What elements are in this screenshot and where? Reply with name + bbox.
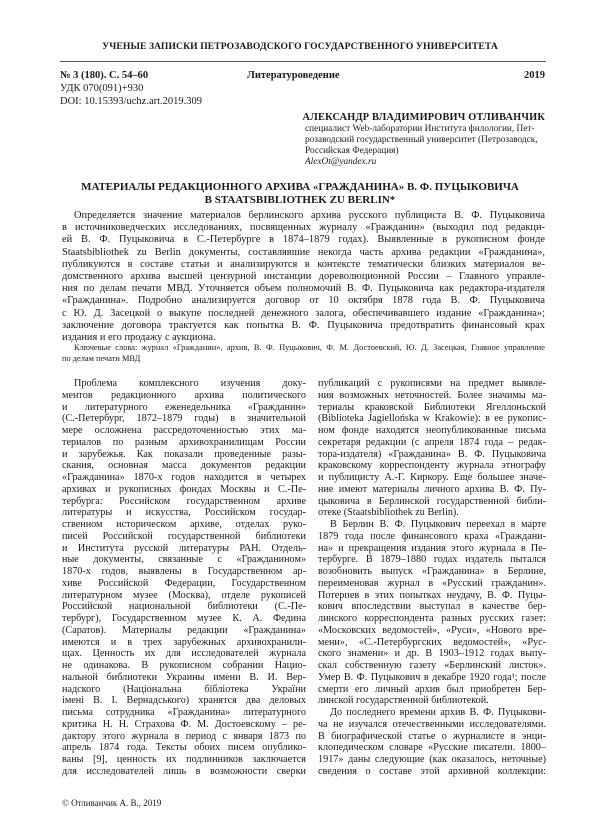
journal-title: УЧЕНЫЕ ЗАПИСКИ ПЕТРОЗАВОДСКОГО ГОСУДАРСТВЕННОГО УНИВЕРСИТЕТА [102,41,498,52]
title-line: В STAATSBIBLIOTHEK ZU BERLIN* [204,193,396,206]
keywords-line: Ключевые слова: журнал «Гражданин», архив, В. Ф. Пуцыкович, Ф. М. Достоевский, Ю. Д. Засецкая, Главное управление [74,343,545,352]
body-text-line: клопедическом словаре «Русские писатели. 1800– [318,742,546,754]
body-text-line: 1879 года после финансового краха «Граждани- [318,530,546,542]
keywords [62,343,545,364]
abstract-line: заключение договора трактуется как попытка В. Ф. Пуцыковича предотвратить финансовый крах [62,319,545,331]
body-text-line: тербурге. В 1879–1880 годах издатель пытался [318,554,546,566]
abstract-line: ей В. Ф. Пуцыковича в С.-Петербурге в 1874–1879 годах). Выявленные в рукописном фонде [62,234,545,246]
body-text-line: архивах и рукописных фондах Москвы и С.-Пе- [62,483,306,495]
abstract-line: в источниковедческих исследованиях, посвященных журналу «Гражданин» (выходил под редакци- [62,222,545,234]
body-text-line: цыковича в Берлинской государственной библи- [318,495,546,507]
body-text-line: скал собственную газету «Берлинский листок». [318,660,546,671]
body-text-line: (Саратов). Материалы редакции «Гражданина» [62,624,306,636]
body-text-line: ния возможных неточностей. Более значимы ма- [318,389,546,401]
body-text-line: Российской национальной библиотеки (С.-Пе- [62,601,306,613]
body-text-line: апрель 1874 года. Тексты обоих писем опублико- [62,742,306,754]
body-text-line: Проблема комплексного изучения доку- [74,378,306,389]
body-text-line: имеются и в трех зарубежных архивохранили- [62,636,306,648]
body-text-line: ном фонде находятся неопубликованные письма [318,425,546,436]
body-text-line: литературы и искусства, Российском государ- [62,507,306,519]
body-text-line: краковскому корреспонденту журнала этнографу [318,460,546,472]
title-line: МАТЕРИАЛЫ РЕДАКЦИОННОГО АРХИВА «ГРАЖДАНИНА» В. Ф. ПУЦЫКОВИЧА [81,181,519,193]
body-text-line: дактору этого журнала в период с января 1873 по [62,730,306,742]
abstract-line: издания и его продажу с аукциона. [62,332,216,344]
body-text-line: ственном историческом архиве, отделах руко- [62,519,306,530]
body-text-line: для исследователей лишь в возможности сверки [62,765,306,777]
header-rule [60,61,546,62]
affiliation-line: специалист Web-лаборатории Института филологии, Пет- [305,124,535,134]
body-text-line: ского знамени» и др. В 1903–1912 годах выпу- [318,648,546,660]
body-text-line: (Biblioteka Jagiellońska w Krakowie): в ее рукопис- [318,413,546,425]
body-text-line: ментов редакционного архива политического [62,389,306,401]
udk-code: УДК 070(091)+930 [60,83,144,94]
body-text-line: возобновить выпуск «Гражданина» в Берлине, [318,566,546,577]
abstract-line: публикуются в составе статьи и анализируются в контексте тематически близких материалов ве- [62,258,545,270]
body-text-line: письма сотрудника «Гражданина» литературного [62,707,306,718]
body-text-line: публикаций с рукописями на предмет выявле- [318,378,546,389]
body-text-line: териалов по разным архивохранилищам России [62,436,306,448]
body-text-line: тора-издателя) «Гражданина» В. Ф. Пуцыковича [318,448,546,460]
body-text-line: (С.-Петербург, 1872–1879 годы) в значительной [62,413,306,425]
body-text-line: териалы краковской Библиотеки Ягеллоньской [318,401,546,413]
body-text-line: отеке (Staatsbibliothek zu Berlin). [318,507,459,519]
affiliation-line: розаводский государственный университет (Петрозаводск, [305,135,538,145]
body-text-line: До последнего времени архив В. Ф. Пуцыкови- [330,707,546,718]
section-name: Литературоведение [247,70,340,81]
body-text-line: кович впоследствии выступал в качестве бер- [318,601,546,613]
abstract-line: домственного архива высшей цензурной инстанции дореволюционной России – Главного управле- [62,271,545,283]
body-text-line: и литературного еженедельника «Гражданин» [62,401,306,413]
body-text-line: литературном музее (Москва), отделе рукописей [62,589,306,601]
body-text-line: линской государственной библиотекой. [318,695,489,707]
body-text-line: мени», «С.-Петербургских ведомостей», «Рус- [318,636,546,648]
author-affiliation [305,124,546,168]
abstract-line: Staatsbibliothek zu Berlin документы, составлявшие некогда часть архива редакции «Гражданина», [62,246,545,258]
body-text-line: хиве Российской Федерации, Государственном [62,577,306,589]
body-text-line: 1870-х годов, выявлены в Государственном ар- [62,566,306,577]
body-text-line: мере осложнена рассредоточенностью этих ма- [62,425,306,436]
doi: DOI: 10.15393/uchz.art.2019.309 [60,96,203,107]
body-text-line: ные документы, связанные с «Гражданином» [62,554,306,566]
issue-year: 2019 [524,70,545,81]
body-right-column [318,378,546,778]
body-text-line: щах. Ценность их для исследователей журнала [62,648,306,660]
body-text-line: тербург), Государственном музее К. А. Федина [62,613,306,624]
abstract-line: Определяется значение материалов берлинского архива русского публициста В. Ф. Пуцыковича [74,210,545,221]
abstract-line: «Гражданина». Подробно анализируется договор от 10 октября 1878 года В. Ф. Пуцыковича [62,295,545,307]
body-text-line: смерти его личный архив был приобретен Бер- [318,683,546,695]
body-text-line: секретаря редакции (с апреля 1874 года – редак- [318,436,546,448]
abstract-line: с Ю. Д. Засецкой о выкупе последней денежного залога, обеспечивавшего издание «Гражданина»; [62,307,545,319]
body-text-line: «Московских ведомостей», «Руси», «Нового вре- [318,624,546,636]
abstract [62,210,545,344]
body-text-line: ваны [9], ценность их подлинников заключается [62,754,306,765]
body-text-line: скания, основная масса документов редакции [62,460,306,472]
body-text-line: тербурга: Российском государственном архиве [62,495,306,507]
abstract-line: ния по делам печати МВД. Уточняется объем полномочий В. Ф. Пуцыковича как редактора-издателя [62,283,545,295]
body-text-line: не одинакова. В рукописном собрании Нацио- [62,660,306,671]
author-name: АЛЕКСАНДР ВЛАДИМИРОВИЧ ОТЛИВАНЧИК [302,112,545,123]
affiliation-line: Российская Федерация) [305,146,399,156]
body-text-line: В Берлин В. Ф. Пуцыкович переехал в марте [330,519,546,530]
keywords-line: по делам печати МВД [62,353,141,363]
body-text-line: В биографической статье о журналисте в энци- [318,730,546,742]
body-text-line: писей Российской государственной библиотеки [62,530,306,542]
article-title [0,181,600,206]
body-text-line: переименовав журнал в «Русский гражданин». [318,577,546,589]
body-text-line: и публицисту А.-Г. Киркору. Еще большее значе- [318,472,546,483]
body-text-line: критика Н. Н. Страхова Ф. М. Достоевскому – ре- [62,718,306,730]
body-text-line: ние имеют материалы личного архива В. Ф. Пу- [318,483,546,495]
body-text-line: «Гражданина» 1870-х годов находится в четырех [62,472,306,483]
body-text-line: на» и прекращения издания этого журнала в Пе- [318,542,546,554]
body-left-column [62,378,306,778]
body-text-line: 1917» даны следующие (как оказалось, неточные) [318,754,546,765]
body-text-line: линского корреспондента разных русских газет: [318,613,546,624]
body-text-line: імені В. І. Вернадського) хранятся два деловых [62,695,306,707]
copyright: © Отливанчик А. В., 2019 [62,798,162,808]
issue-info: № 3 (180). С. 54–60 [60,70,149,81]
body-text-line: надского (Національна бібліотека України [62,683,306,695]
author-email[interactable]: AlexOt@yandex.ru [305,157,377,167]
body-text-line: нальной библиотеки Украины имени В. И. Вер- [62,671,306,683]
body-text-line: Потерпев в этих попытках неудачу, В. Ф. Пуцы- [318,589,546,601]
body-text-line: Умер В. Ф. Пуцыкович в декабре 1920 года¹; после [318,671,546,683]
body-text-line: ча не изучался отечественными исследователями. [318,718,546,730]
body-text-line: и Института русской литературы РАН. Отдель- [62,542,306,554]
body-text-line: сведения о составе этой архивной коллекции: [318,765,546,777]
body-text-line: и зарубежья. Как показали проведенные разы- [62,448,306,460]
